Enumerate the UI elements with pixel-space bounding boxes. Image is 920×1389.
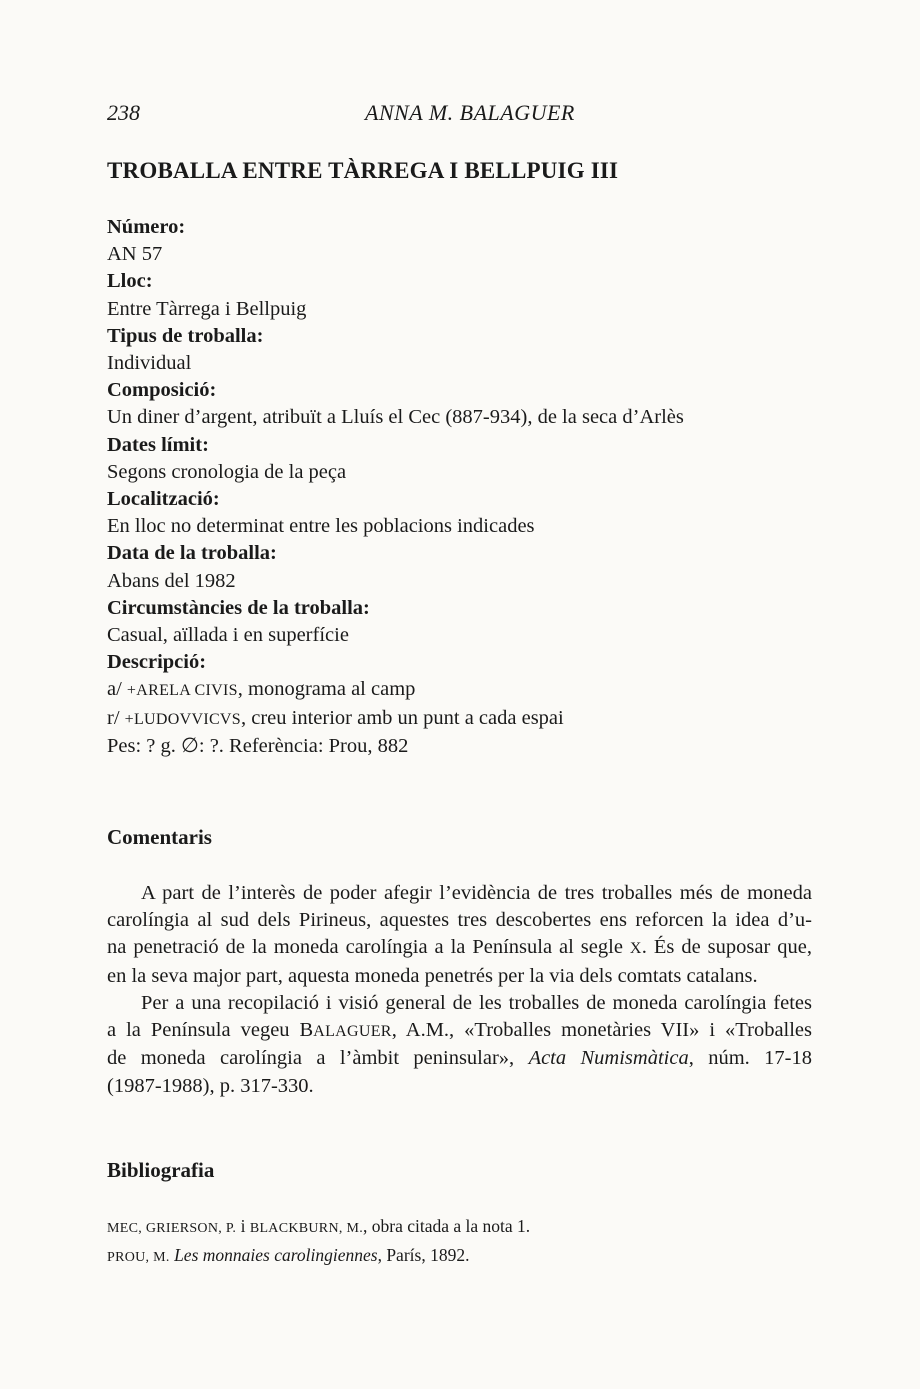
reverse-legend: +LUDOVVICVS: [124, 710, 241, 728]
obverse-text: , monograma al camp: [237, 678, 416, 701]
century-numeral: X: [629, 940, 642, 958]
p1-line-1: A part de l’interès de poder afegir l’evidència de tres troballes més de moneda: [141, 882, 812, 904]
obverse-description: [107, 676, 812, 704]
field-value-localitzacio: En lloc no determinat entre les poblacions indicades: [107, 515, 535, 538]
field-label-dates: Dates límit:: [107, 433, 209, 456]
author-initial: B: [299, 1019, 314, 1042]
field-label-composicio: Composició:: [107, 379, 217, 402]
journal-title: Acta Numismàtica: [528, 1047, 689, 1070]
bibliography-list: [107, 1213, 530, 1271]
p2-line-2: [107, 1017, 812, 1045]
field-label-circumstancies: Circumstàncies de la troballa:: [107, 596, 370, 619]
ref1-authors-b: BLACKBURN, M.: [249, 1221, 364, 1236]
p1-line-3-a: na penetració de la moneda carolíngia a la Península al segle: [107, 936, 630, 959]
p2-line-1: Per a una recopilació i visió general de les troballes de moneda carolíngia fetes: [141, 992, 812, 1014]
obverse-prefix: a/: [107, 678, 127, 701]
reverse-text: , creu interior amb un punt a cada espai: [240, 706, 564, 729]
author-surname: ALAGUER: [313, 1023, 392, 1041]
obverse-legend: +ARELA CIVIS: [126, 682, 238, 700]
field-value-dates: Segons cronologia de la peça: [107, 460, 347, 483]
field-label-lloc: Lloc:: [107, 270, 153, 293]
field-label-data: Data de la troballa:: [107, 542, 277, 565]
bibliography-entry-1: [107, 1213, 530, 1242]
section-title: TROBALLA ENTRE TÀRREGA I BELLPUIG III: [107, 158, 619, 183]
field-label-numero: Número:: [107, 216, 186, 238]
field-value-circumstancies: Casual, aïllada i en superfície: [107, 624, 349, 647]
running-header: [107, 100, 812, 134]
field-value-numero: AN 57: [107, 243, 163, 266]
field-value-data: Abans del 1982: [107, 569, 236, 592]
field-value-lloc: Entre Tàrrega i Bellpuig: [107, 297, 307, 320]
ref1-rest: , obra citada a la nota 1.: [363, 1216, 531, 1236]
bibliography-entry-2: [107, 1242, 530, 1271]
ref1-conj: i: [236, 1216, 250, 1236]
p1-line-4: en la seva major part, aquesta moneda penetrés per la via dels comtats catalans.: [107, 964, 758, 987]
ref2-title: Les monnaies carolingiennes: [174, 1245, 378, 1265]
p2-line-3-a: de moneda carolíngia a l’àmbit peninsular»,: [107, 1047, 529, 1070]
weight-reference-line: Pes: ? g. ∅: ?. Referència: Prou, 882: [107, 734, 409, 757]
p1-line-2: carolíngia al sud dels Pirineus, aquestes tres descobertes ens reforcen la idea d’u-: [107, 909, 812, 932]
ref1-authors-a: MEC, GRIERSON, P.: [107, 1221, 237, 1236]
p2-line-4: (1987-1988), p. 317-330.: [107, 1074, 314, 1097]
p2-line-3-b: , núm. 17-18: [688, 1047, 813, 1070]
reverse-description: [107, 705, 812, 733]
field-value-tipus: Individual: [107, 352, 192, 375]
p2-line-2-a: a la Península vegeu: [107, 1019, 300, 1042]
bibliografia-heading: Bibliografia: [107, 1158, 215, 1182]
find-record: [107, 214, 812, 760]
p1-line-3: [107, 934, 812, 962]
p1-line-3-b: . És de suposar que,: [641, 936, 812, 959]
p2-line-3: [107, 1045, 812, 1072]
comentaris-paragraph-2: [107, 990, 812, 1100]
field-label-localitzacio: Localització:: [107, 488, 220, 511]
comentaris-paragraph-1: [107, 880, 812, 990]
running-author: ANNA M. BALAGUER: [365, 100, 575, 125]
field-value-composicio: Un diner d’argent, atribuït a Lluís el Cec (887-934), de la seca d’Arlès: [107, 406, 684, 429]
reverse-prefix: r/: [107, 706, 125, 729]
comentaris-heading: Comentaris: [107, 825, 212, 849]
field-label-tipus: Tipus de troballa:: [107, 324, 264, 347]
ref2-rest: , París, 1892.: [377, 1245, 470, 1265]
p2-line-2-c: , A.M., «Troballes monetàries VII» i «Troballes: [391, 1019, 813, 1042]
ref2-author: PROU, M.: [107, 1250, 170, 1265]
page-number: 238: [107, 100, 140, 125]
field-label-descripcio: Descripció:: [107, 651, 207, 674]
